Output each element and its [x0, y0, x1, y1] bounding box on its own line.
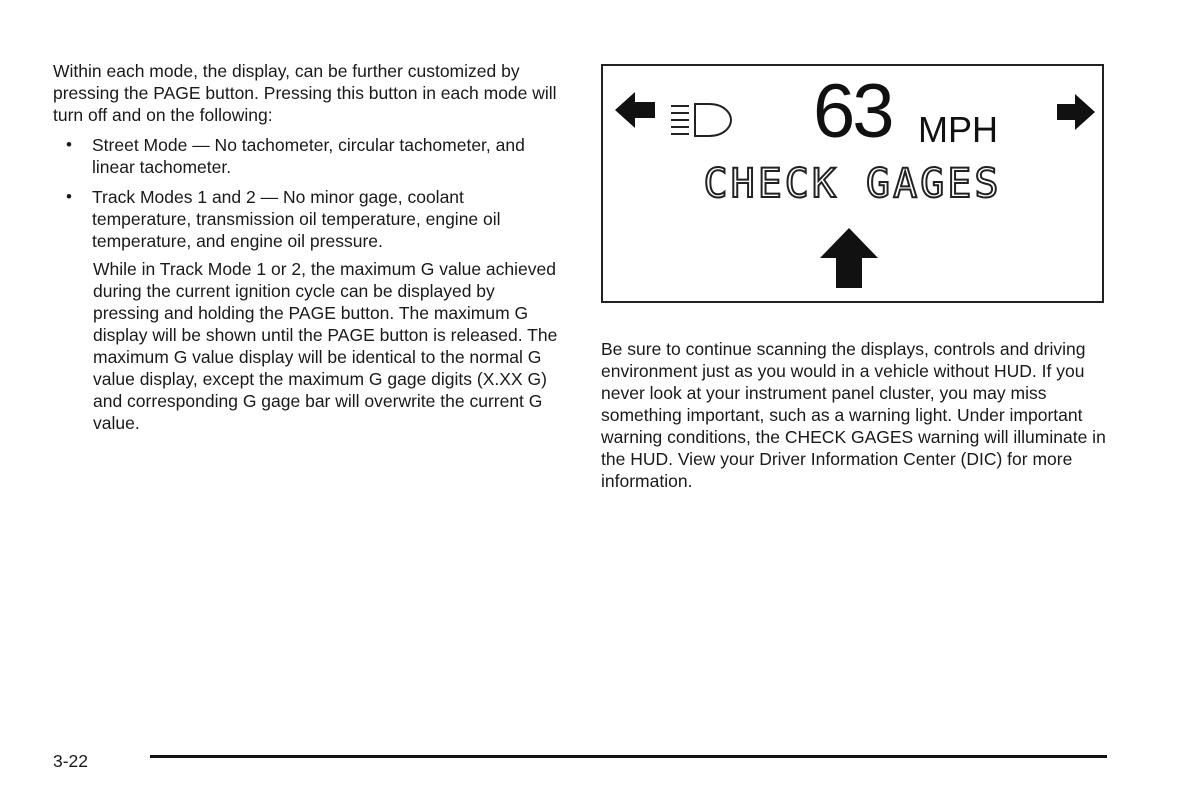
bullet-track-modes [53, 186, 563, 252]
bullet-marker: • [66, 187, 72, 206]
hud-display-illustration [601, 64, 1104, 303]
bullet-street-mode [53, 134, 563, 178]
mode-bullet-list [53, 134, 563, 252]
bullet-text: Track Modes 1 and 2 — No minor gage, coolant temperature, transmission oil temperature, engine oil temperature, and engine oil pressure. [92, 187, 501, 251]
speed-unit: MPH [918, 109, 998, 150]
headlamp-icon [669, 102, 733, 138]
footer-rule [150, 755, 1107, 758]
check-gages-warning: CHECK GAGES [703, 161, 1002, 207]
right-turn-arrow-icon [1055, 92, 1097, 132]
left-turn-arrow-icon [613, 90, 657, 130]
left-column [53, 60, 563, 434]
bullet-text: Street Mode — No tachometer, circular tachometer, and linear tachometer. [92, 135, 525, 177]
speed-readout: 63 [813, 69, 892, 154]
up-navigation-arrow-icon [818, 226, 880, 290]
max-g-paragraph: While in Track Mode 1 or 2, the maximum G value achieved during the current ignition cycle can be displayed by pressing and holding the PAGE button. The maximum G display will be shown until the PAGE button is released. The maximum G value display will be identical to the normal G value display, except the maximum G gage digits (X.XX G) and corresponding G gage bar will overwrite the current G value. [93, 259, 558, 433]
bullet-marker: • [66, 135, 72, 154]
intro-paragraph: Within each mode, the display, can be further customized by pressing the PAGE button. Pressing this button in each mode will turn off and on the following: [53, 61, 557, 125]
page-number: 3-22 [53, 751, 89, 771]
hud-advisory-paragraph: Be sure to continue scanning the displays, controls and driving environment just as you would in a vehicle without HUD. If you never look at your instrument panel cluster, you may miss something important, such as a warning light. Under important warning conditions, the CHECK GAGES warning will illuminate in the HUD. View your Driver Information Center (DIC) for more information. [601, 339, 1106, 491]
